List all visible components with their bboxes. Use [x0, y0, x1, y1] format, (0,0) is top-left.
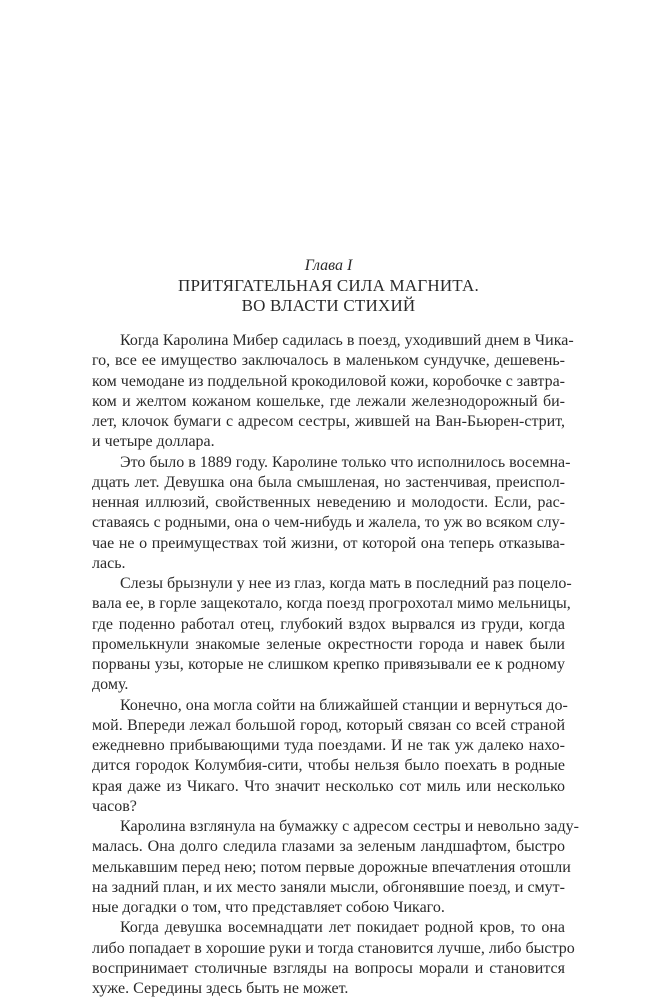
text-line: дому. — [92, 676, 129, 694]
paragraph — [92, 574, 572, 696]
text-line: вала ее, в горле защекотало, когда поезд прогрохотал мимо мельницы, — [92, 595, 571, 613]
text-line: края даже из Чикаго. Что значит несколько сот миль или несколько — [92, 777, 565, 795]
text-line: где поденно работал отец, глубокий вздох вырвался из груди, когда — [92, 615, 565, 633]
text-line: Когда девушка восемнадцати лет покидает родной кров, то она — [120, 919, 565, 937]
paragraph — [92, 918, 575, 999]
text-line: ком чемодане из поддельной крокодиловой кожи, коробочке с завтра- — [92, 372, 565, 390]
text-line: дцать лет. Девушка она была смышленая, но застенчивая, преиспол- — [92, 473, 565, 491]
text-line: ставаясь с родными, она о чем-нибудь и жалела, то уж во всяком слу- — [92, 514, 565, 532]
text-line: чае не о преимуществах той жизни, от которой она теперь отказыва- — [92, 534, 565, 552]
text-line: мелькавшим перед нею; потом первые дорожные впечатления отошли — [92, 858, 571, 876]
text-line: и четыре доллара. — [92, 433, 215, 451]
text-line: мой. Впереди лежал большой город, который связан со всей страной — [92, 716, 565, 734]
text-line: воспринимает столичные взгляды на вопросы морали и становится — [92, 959, 565, 977]
paragraph — [92, 331, 574, 453]
paragraph — [92, 453, 571, 575]
text-line: дится городок Колумбия-сити, чтобы нельзя было поехать в родные — [92, 757, 565, 775]
text-line: малась. Она долго следила глазами за зеленым ландшафтом, быстро — [92, 838, 565, 856]
chapter-title-line-1: ПРИТЯГАТЕЛЬНАЯ СИЛА МАГНИТА. — [178, 276, 479, 295]
text-line: ком и желтом кожаном кошельке, где лежали железнодорожный би- — [92, 392, 565, 410]
text-line: Конечно, она могла сойти на ближайшей станции и вернуться до- — [120, 696, 568, 714]
text-line: ненная иллюзий, свойственных неведению и молодости. Если, рас- — [92, 494, 565, 511]
paragraph — [92, 817, 579, 918]
paragraph — [92, 696, 568, 818]
text-line: Слезы брызнули у нее из глаз, когда мать в последний раз поцело- — [120, 575, 572, 592]
text-line: лась. — [92, 554, 126, 572]
chapter-label: Глава I — [304, 257, 353, 274]
chapter-heading — [92, 256, 565, 315]
text-line: ежедневно прибывающими туда поездами. И не так уж далеко нахо- — [92, 737, 565, 754]
text-line: либо попадает в хорошие руки и тогда становится лучше, либо быстро — [92, 939, 575, 957]
text-line: го, все ее имущество заключалось в маленьком сундучке, дешевень- — [92, 352, 565, 370]
text-line: Это было в 1889 году. Каролине только что исполнилось восемна- — [120, 453, 571, 471]
text-line: лет, клочок бумаги с адресом сестры, жившей на Ван-Бьюрен-стрит, — [92, 413, 565, 430]
text-line: промелькнули знакомые зеленые окрестности города и навек были — [92, 635, 565, 653]
body-text — [92, 331, 579, 999]
text-line: часов? — [92, 797, 137, 815]
text-line: Каролина взглянула на бумажку с адресом сестры и невольно заду- — [120, 818, 579, 835]
text-line: хуже. Середины здесь быть не может. — [92, 980, 349, 997]
chapter-title-line-2: ВО ВЛАСТИ СТИХИЙ — [241, 295, 416, 315]
text-line: на задний план, и их место заняли мысли, обгонявшие поезд, и смут- — [92, 878, 565, 896]
text-line: порваны узы, которые не слишком крепко привязывали ее к родному — [92, 656, 565, 673]
text-line: ные догадки о том, что представляет собою Чикаго. — [92, 899, 445, 916]
text-line: Когда Каролина Мибер садилась в поезд, уходивший днем в Чика- — [120, 332, 574, 349]
